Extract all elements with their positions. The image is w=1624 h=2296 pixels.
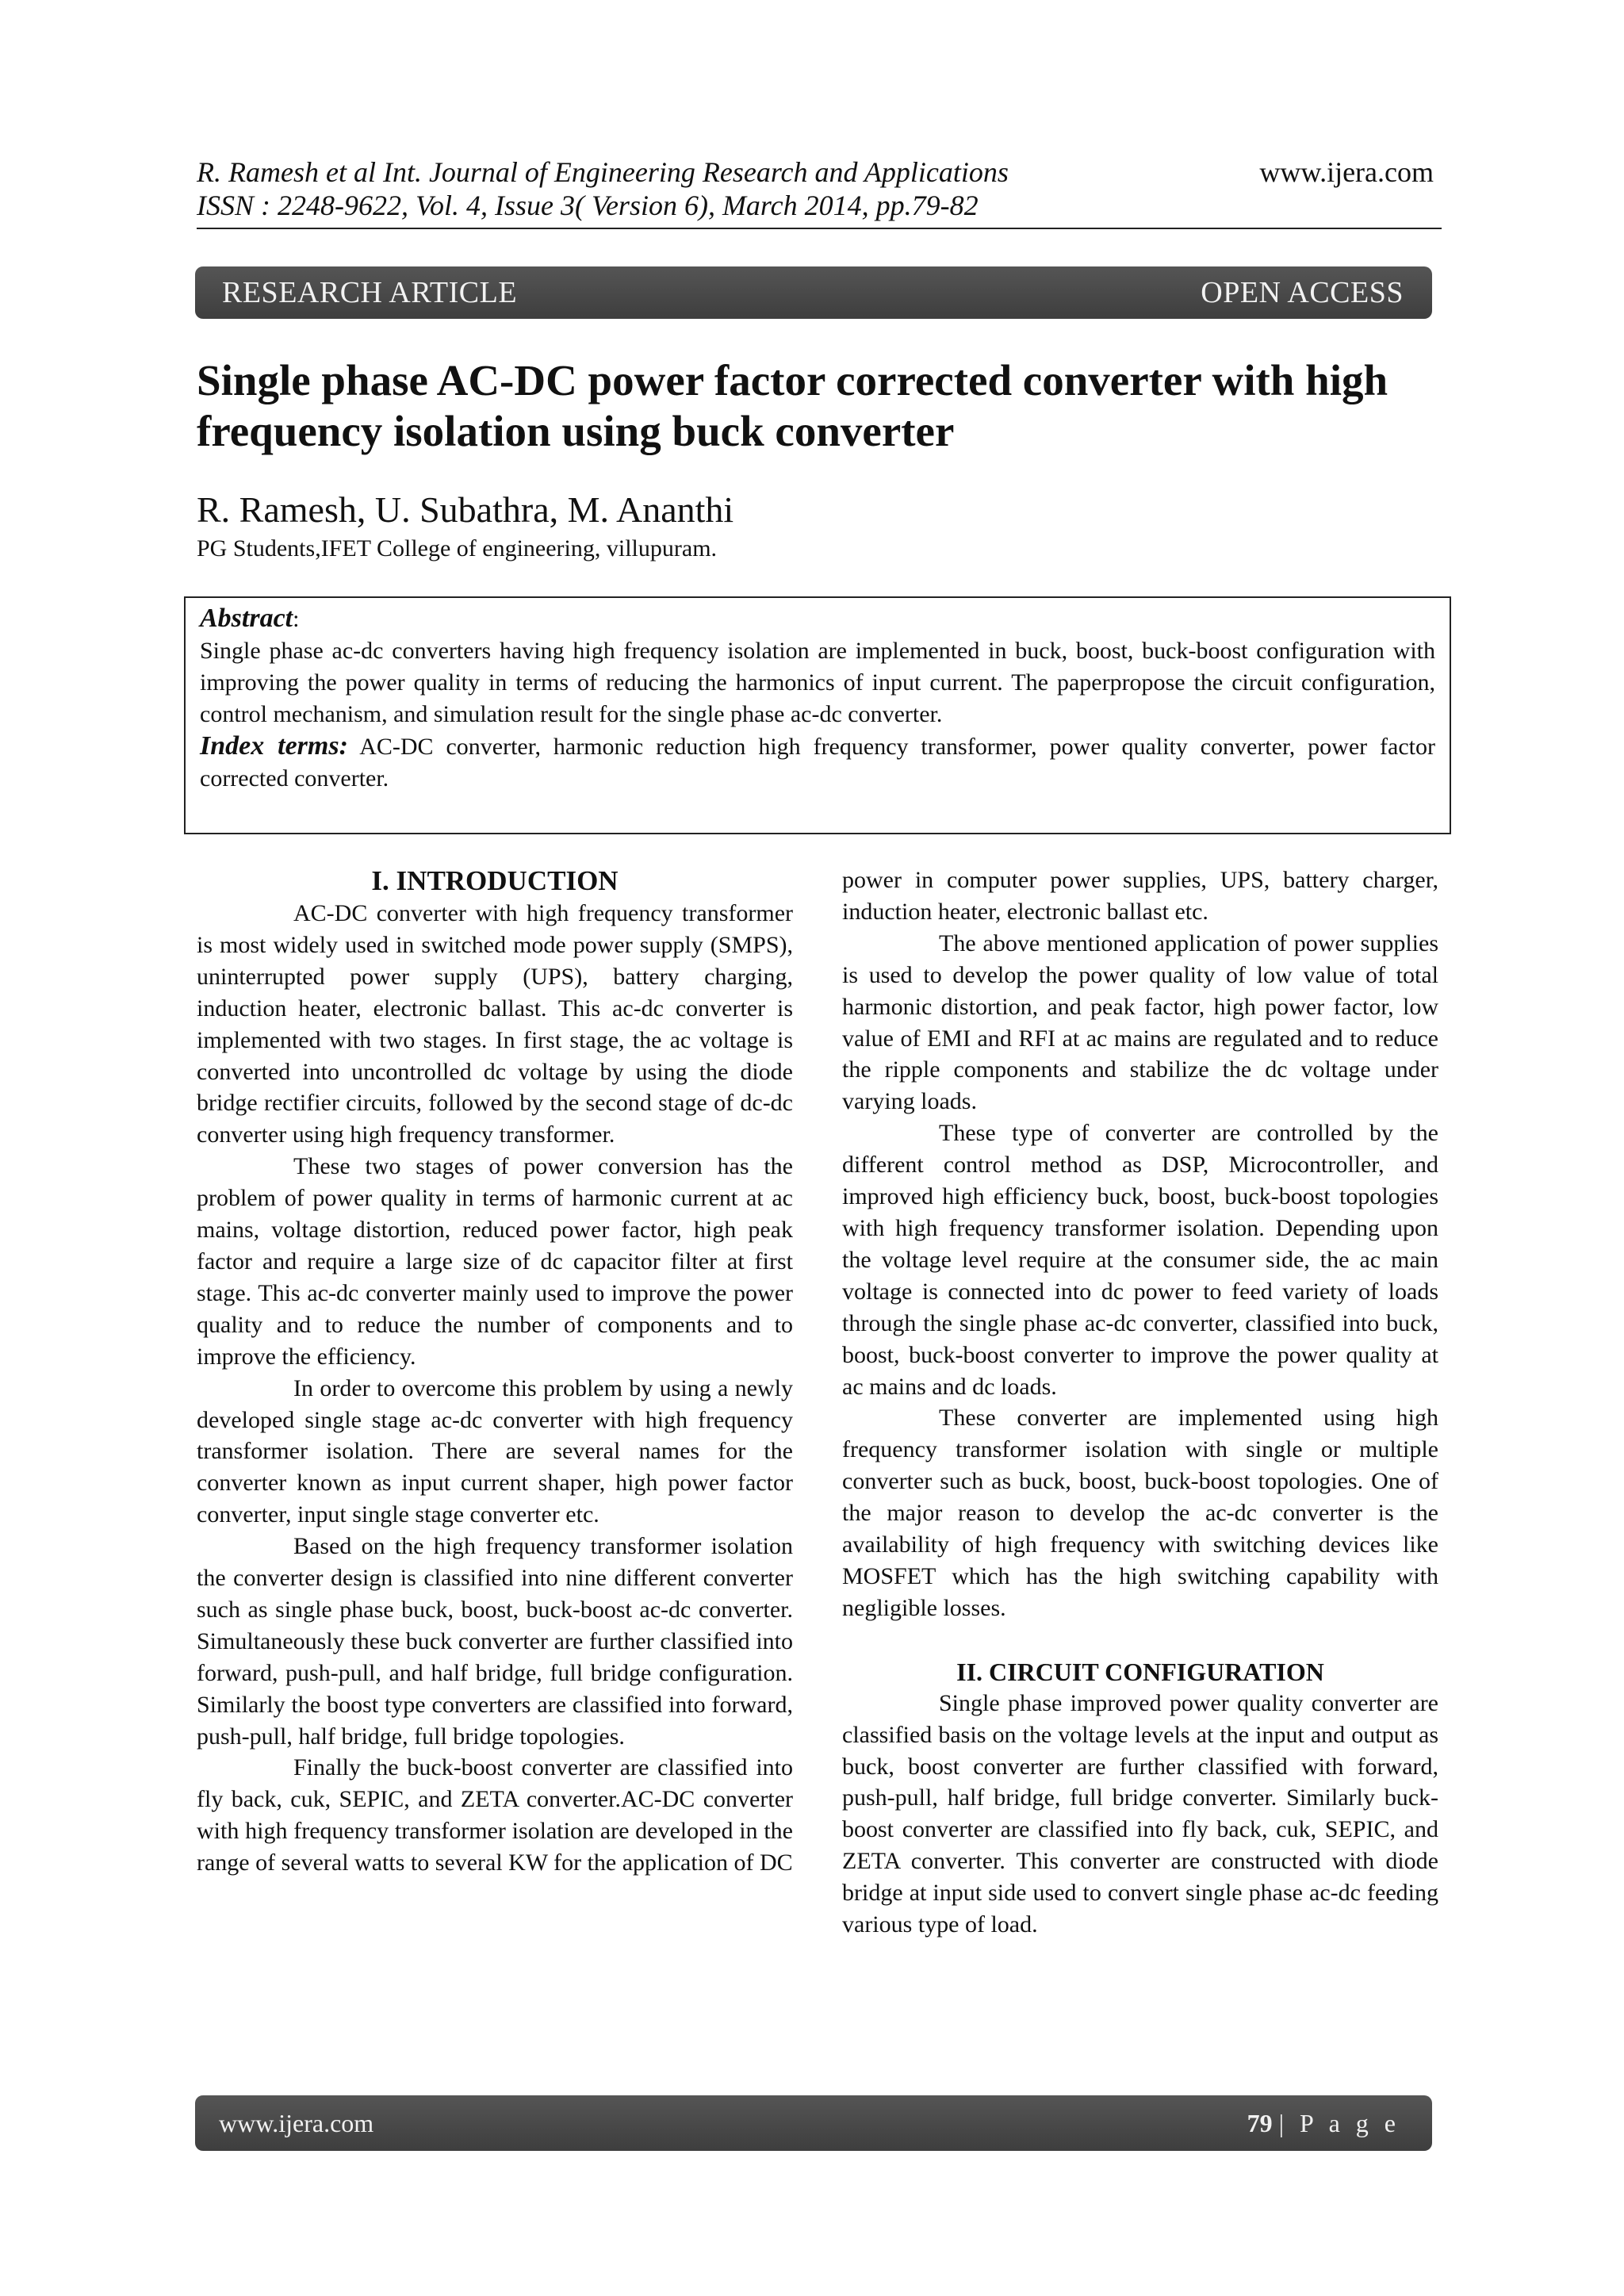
column-left [197, 864, 793, 1879]
page-footer [195, 2095, 1432, 2151]
paragraph: power in computer power supplies, UPS, battery charger, induction heater, electronic ballast etc. [842, 867, 1438, 925]
banner-research-article: RESEARCH ARTICLE [222, 276, 518, 309]
header-url-link[interactable]: www.ijera.com [1259, 156, 1434, 188]
page-number: 79 [1247, 2108, 1273, 2137]
section-heading-circuit-configuration: II. CIRCUIT CONFIGURATION [956, 1657, 1324, 1686]
paragraph: In order to overcome this problem by using a newly developed single stage ac-dc converter with high frequency transformer isolation. There are several names for the converter known as input current shaper, high power factor converter, input single stage converter etc. [197, 1374, 793, 1528]
header-divider [197, 228, 1442, 229]
section-heading-introduction: I. INTRODUCTION [371, 865, 619, 896]
paragraph: Based on the high frequency transformer isolation the converter design is classified into nine different converter such as single phase buck, boost, buck-boost ac-dc converter. Simultaneously these buck converter are further classified into forward, push-pull, and half bridge, full bridge configuration. Similarly the boost type converters are classified into forward, push-pull, half bridge, full bridge topologies. [197, 1533, 793, 1750]
column-right [842, 864, 1438, 1941]
abstract-text: Single phase ac-dc converters having high frequency isolation are implemented in buck, boost, buck-boost configuration with improving the power quality in terms of reducing the harmonics of input current. The paperpropose the circuit configuration, control mechanism, and simulation result for the single phase ac-dc converter. [200, 638, 1435, 727]
paragraph: The above mentioned application of power supplies is used to develop the power quality of low value of total harmonic distortion, and peak factor, high power factor, low value of EMI and RFI at ac mains are regulated and to reduce the ripple components and stabilize the dc voltage under varying loads. [842, 930, 1438, 1115]
abstract-box: Abstract: Single phase ac-dc converters having high frequency isolation are implemented in buck, boost, buck-boost configuration with improving the power quality in terms of reducing the harmonics of input current. The paperpropose the circuit configuration, control mechanism, and simulation result for the single phase ac-dc converter. Index terms: AC-DC converter, harmonic reduction high frequency transformer, power quality converter, power factor corrected converter. [184, 596, 1451, 834]
footer-url-link[interactable]: www.ijera.com [219, 2108, 374, 2137]
index-terms-text: AC-DC converter, harmonic reduction high frequency transformer, power quality converter, power factor corrected converter. [200, 734, 1435, 792]
paragraph: These converter are implemented using high frequency transformer isolation with single or multiple converter such as buck, boost, buck-boost topologies. One of the major reason to develop the ac-dc converter is the availability of high frequency with switching devices like MOSFET which has the high switching capability with negligible losses. [842, 1405, 1438, 1621]
header-issn-line: ISSN : 2248-9622, Vol. 4, Issue 3( Version 6), March 2014, pp.79-82 [197, 190, 979, 221]
index-terms-label: Index terms: [200, 731, 348, 761]
paragraph: AC-DC converter with high frequency transformer is most widely used in switched mode power supply (SMPS), uninterrupted power supply (UPS), battery charging, induction heater, electronic ballast. This ac-dc converter is implemented with two stages. In first stage, the ac voltage is converted into uncontrolled dc voltage by using the diode bridge rectifier circuits, followed by the second stage of dc-dc converter using high frequency transformer. [197, 900, 793, 1148]
banner-open-access: OPEN ACCESS [1201, 276, 1404, 309]
section-spacer [842, 1624, 1438, 1656]
paragraph: Finally the buck-boost converter are classified into fly back, cuk, SEPIC, and ZETA converter.AC-DC converter with high frequency transformer isolation are developed in the range of several watts to several KW for the application of DC [197, 1754, 793, 1876]
paper-title: Single phase AC-DC power factor corrected converter with high frequency isolation using buck converter [197, 356, 1388, 455]
paper-affiliation: PG Students,IFET College of engineering, villupuram. [197, 535, 718, 562]
page-label: | P a g e [1278, 2108, 1400, 2137]
paragraph: Single phase improved power quality converter are classified basis on the voltage levels at the input and output as buck, boost converter are further classified with forward, push-pull, half bridge, full bridge converter. Similarly buck-boost converter are classified into fly back, cuk, SEPIC, and ZETA converter. This converter are constructed with diode bridge at input side used to convert single phase ac-dc feeding various type of load. [842, 1689, 1438, 1938]
paragraph: These two stages of power conversion has the problem of power quality in terms of harmonic current at ac mains, voltage distortion, reduced power factor, high peak factor and require a large size of dc capacitor filter at first stage. This ac-dc converter mainly used to improve the power quality and to reduce the number of components and to improve the efficiency. [197, 1153, 793, 1370]
article-type-banner [195, 266, 1432, 319]
footer-page-indicator [1247, 2109, 1400, 2138]
abstract-label: Abstract [200, 604, 293, 633]
paper-authors: R. Ramesh, U. Subathra, M. Ananthi [197, 489, 734, 530]
paragraph: These type of converter are controlled by the different control method as DSP, Microcontroller, and improved high efficiency buck, boost, buck-boost topologies with high frequency transformer isolation. Depending upon the voltage level require at the consumer side, the ac main voltage is connected into dc power to feed variety of loads through the single phase ac-dc converter, classified into buck, boost, buck-boost converter to improve the power quality at ac mains and dc loads. [842, 1120, 1438, 1400]
header-journal-line: R. Ramesh et al Int. Journal of Engineering Research and Applications [197, 156, 1009, 188]
